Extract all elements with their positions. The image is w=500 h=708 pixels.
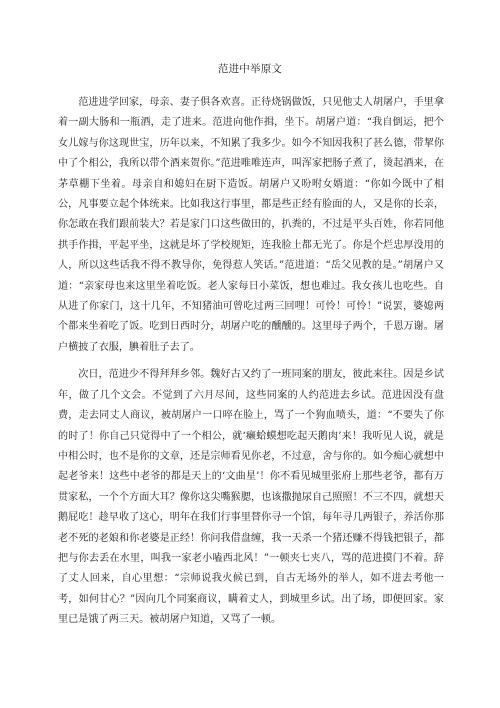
- paragraph-1: 范进进学回家，母亲、妻子俱各欢喜。正待烧锅做饭，只见他丈人胡屠户，手里拿着一副大肠和一瓶酒，走了进来。范进向他作揖，坐下。胡屠户道：“我自倒运，把个女儿嫁与你这现世宝，历年以来，不知累了我多少。如今不知因我积了甚么德，带挈你中了个相公，我所以带个酒来贺你。”范进唯唯连声，叫浑家把肠子煮了，烫起酒来，在茅草棚下坐着。母亲自和媳妇在厨下造饭。胡屠户又吩咐女婿道：“你如今既中了相公，凡事要立起个体统来。比如我这行事里，都是些正经有脸面的人，又是你的长亲，你怎敢在我们跟前装大？若是家门口这些做田的，扒粪的，不过是平头百姓，你若同他拱手作揖，平起平坐，这就是坏了学校规矩，连我脸上都无光了。你是个烂忠厚没用的人，所以这些话我不得不教导你，免得惹人笑话。”范进道：“岳父见教的是。”胡屠户又道：“亲家母也来这里坐着吃饭。老人家每日小菜饭，想也难过。我女孩儿也吃些。自从进了你家门，这十几年，不知猪油可曾吃过两三回哩！可怜！可怜！”说罢，婆媳两个都来坐着吃了饭。吃到日西时分，胡屠户吃的醺醺的。这里母子两个，千恩万谢。屠户横披了衣服，腆着肚子去了。: [58, 97, 444, 353]
- document-title: 范进中举原文: [217, 63, 283, 75]
- paragraph-2: 次日，范进少不得拜拜乡邻。魏好古又约了一班同案的朋友，彼此来往。因是乡试年，做了几个文会。不觉到了六月尽间，这些同案的人约范进去乡试。范进因没有盘费，走去同丈人商议，被胡屠户一口啐在脸上，骂了一个狗血喷头，道：“不要失了你的时了！你自己只觉得中了一个相公，就‘癞蛤蟆想吃起天鹅肉’来！我听见人说，就是中相公时，也不是你的文章，还是宗师看见你老，不过意，舍与你的。如今痴心就想中起老爷来！这些中老爷的都是天上的‘文曲星’！你不看见城里张府上那些老爷，都有万贯家私，一个个方面大耳？像你这尖嘴猴腮，也该撒抛尿自己照照！不三不四，就想天鹅屁吃！趁早收了这心，明年在我们行事里替你寻一个馆，每年寻几两银子，养活你那老不死的老娘和你老婆是正经！你问我借盘缠，我一天杀一个猪还赚不得钱把银子，都把与你去丢在水里，叫我一家老小嗑西北风！”一顿夹七夹八，骂的范进摸门不着。辞了丈人回来，自心里想：“宗师说我火候已到，自古无场外的举人，如不进去考他一考，如何甘心？”因向几个同案商议，瞒着丈人，到城里乡试。出了场，即便回家。家里已是饿了两三天。被胡屠户知道，又骂了一顿。: [58, 369, 444, 626]
- document-body: [58, 93, 444, 631]
